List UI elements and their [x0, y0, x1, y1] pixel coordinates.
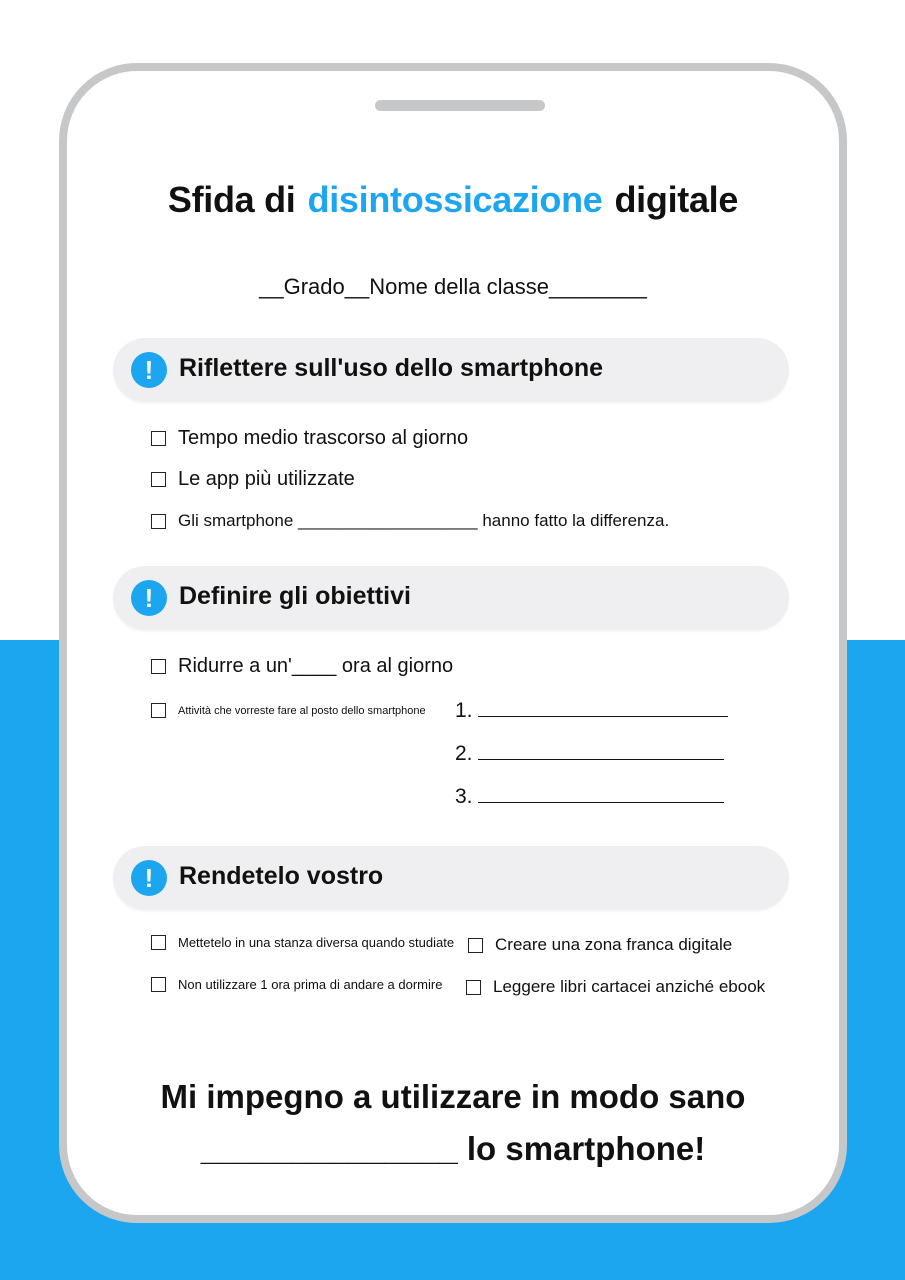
page-title [67, 179, 839, 221]
checkbox[interactable] [151, 935, 166, 950]
pledge-line-2: ______________ lo smartphone! [200, 1130, 706, 1167]
checkbox[interactable] [468, 938, 483, 953]
checkbox[interactable] [151, 431, 166, 446]
checklist-item[interactable]: Le app più utilizzate [151, 468, 355, 491]
checklist-item[interactable]: Gli smartphone ___________________ hanno fatto la differenza. [151, 511, 669, 531]
phone-frame [59, 63, 847, 1223]
checkbox[interactable] [151, 472, 166, 487]
section-header-reflect [113, 338, 789, 402]
pledge-line-1: Mi impegno a utilizzare in modo sano [160, 1078, 746, 1115]
exclamation-icon: ! [131, 860, 167, 896]
checklist-item[interactable]: Non utilizzare 1 ora prima di andare a dormire [151, 977, 442, 992]
section-title: Riflettere sull'uso dello smartphone [179, 354, 604, 382]
numbered-blank-3[interactable]: 3. [455, 785, 724, 809]
checklist-item[interactable]: Mettetelo in una stanza diversa quando studiate [151, 935, 454, 950]
checkbox[interactable] [151, 659, 166, 674]
numbered-blank-1[interactable]: 1. [455, 699, 728, 723]
checkbox[interactable] [151, 514, 166, 529]
checklist-item[interactable]: Creare una zona franca digitale [468, 935, 732, 955]
title-accent: disintossicazione [307, 179, 603, 220]
checklist-item[interactable]: Leggere libri cartacei anziché ebook [466, 977, 765, 997]
checklist-item[interactable]: Tempo medio trascorso al giorno [151, 427, 468, 450]
checkbox[interactable] [466, 980, 481, 995]
section-header-goals [113, 566, 789, 630]
checklist-item[interactable]: Attività che vorreste fare al posto dello smartphone [151, 703, 426, 718]
phone-speaker-notch [375, 100, 545, 111]
checklist-item[interactable]: Ridurre a un'____ ora al giorno [151, 655, 453, 678]
class-name-line: __Grado__Nome della classe________ [259, 274, 647, 299]
section-title: Definire gli obiettivi [179, 582, 411, 610]
section-header-make-it-yours [113, 846, 789, 910]
section-title: Rendetelo vostro [179, 862, 384, 890]
exclamation-icon: ! [131, 580, 167, 616]
pledge-statement [67, 1071, 839, 1175]
title-part2: digitale [614, 179, 739, 220]
numbered-blank-2[interactable]: 2. [455, 742, 724, 766]
title-part1: Sfida di [167, 179, 296, 220]
exclamation-icon: ! [131, 352, 167, 388]
checkbox[interactable] [151, 703, 166, 718]
checkbox[interactable] [151, 977, 166, 992]
